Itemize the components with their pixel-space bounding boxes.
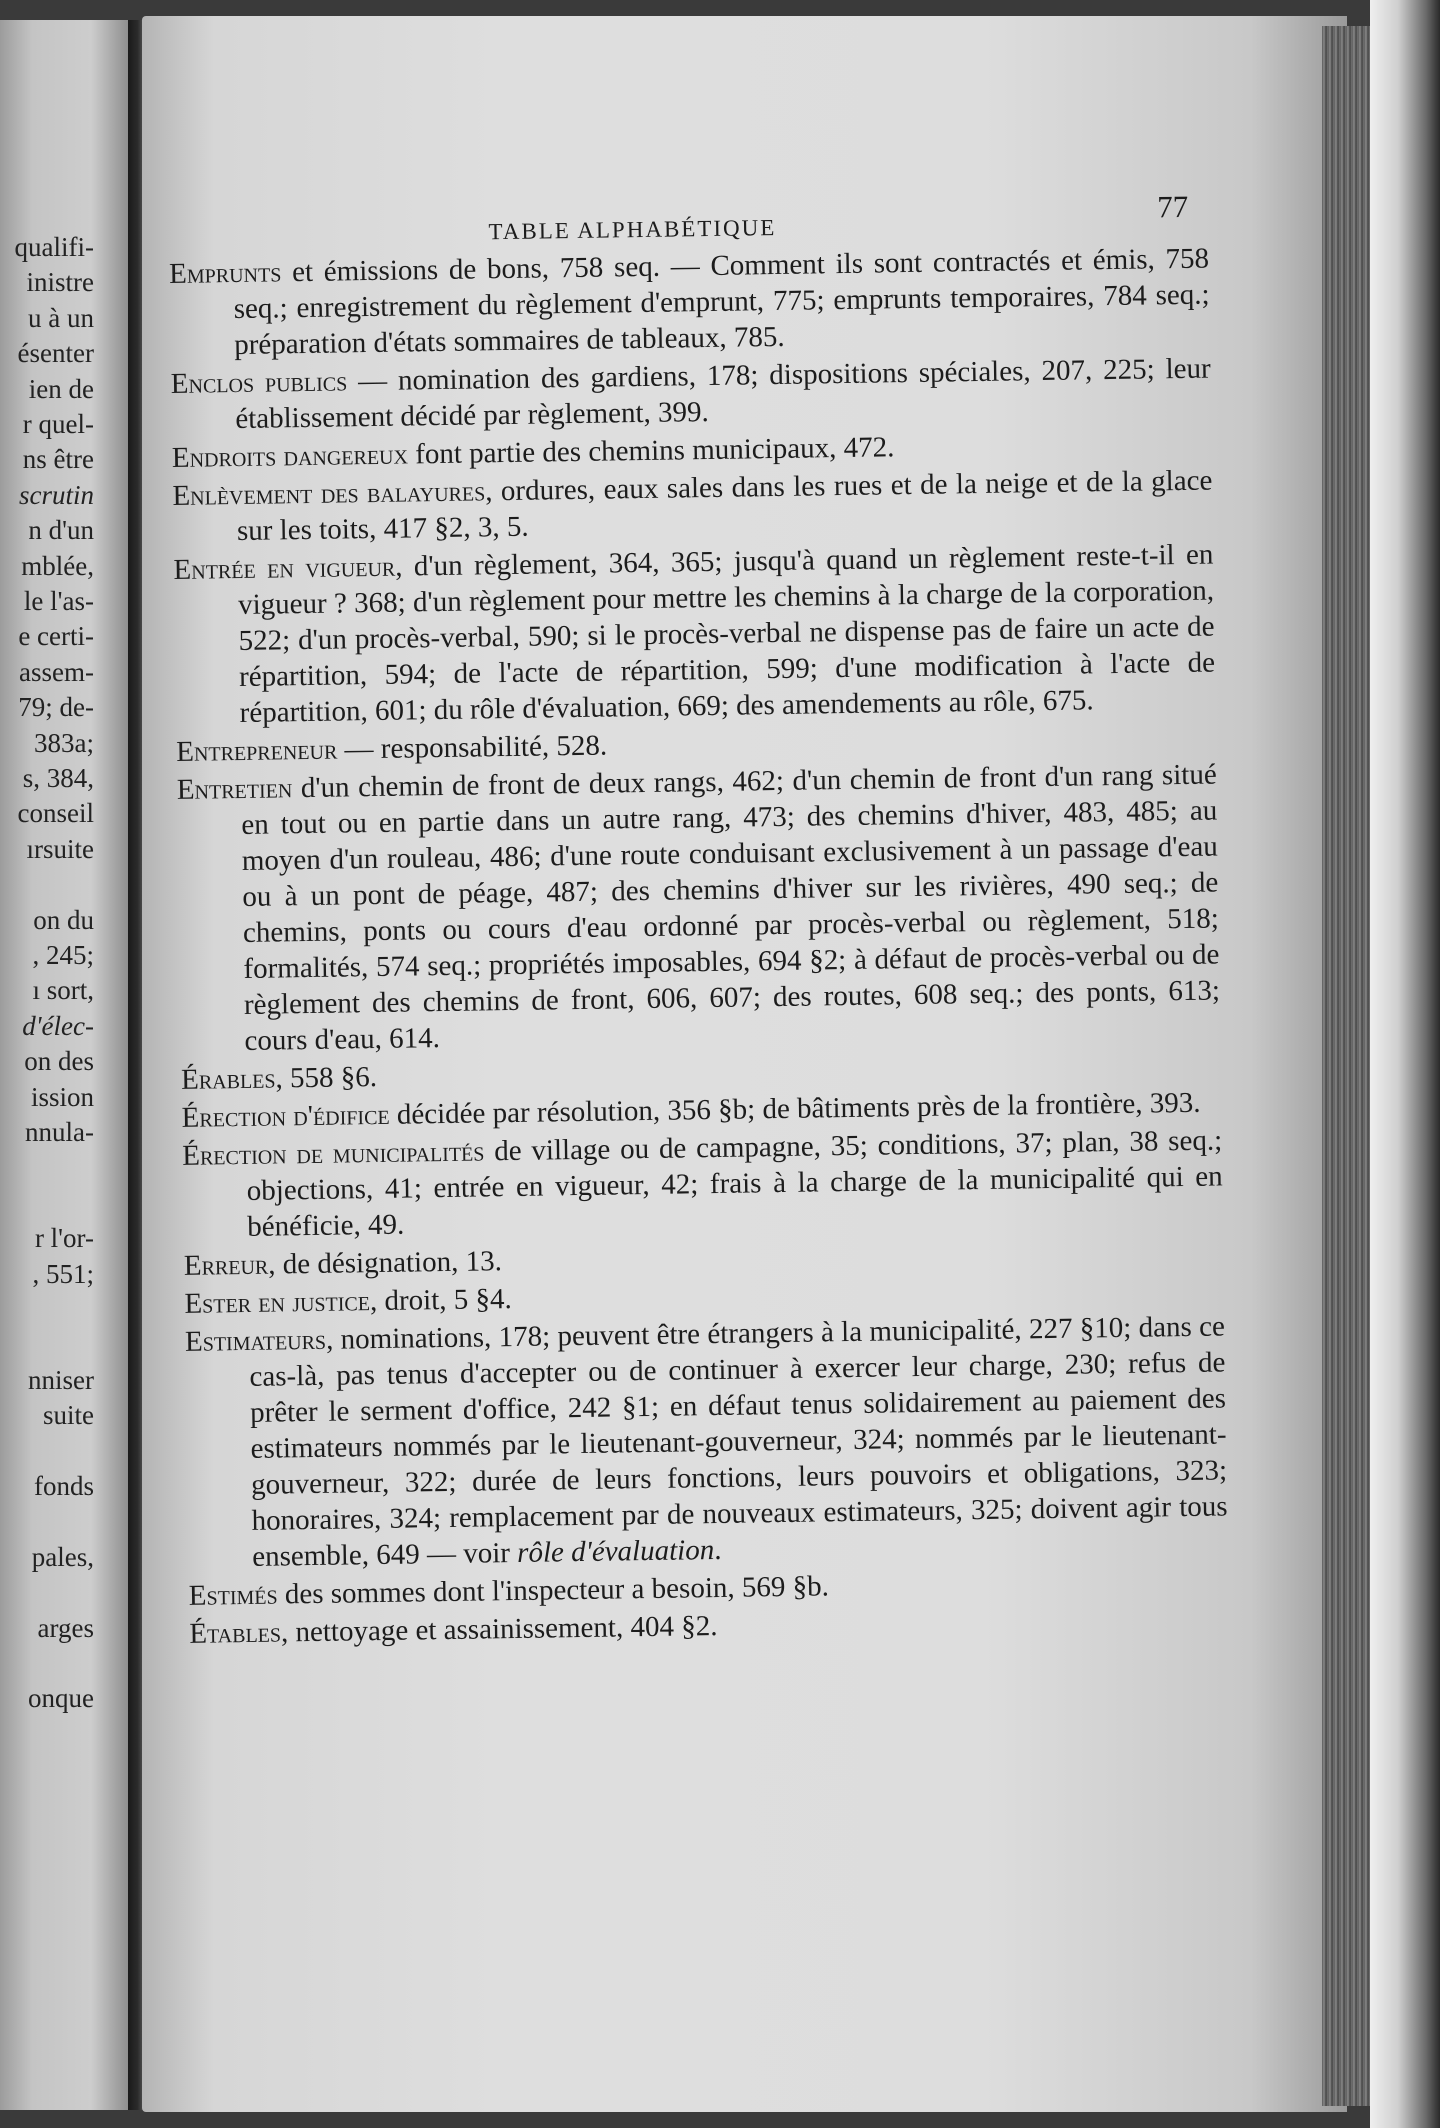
left-page-fragment: qualifi- xyxy=(14,232,94,262)
index-entry xyxy=(172,463,1213,550)
entry-body: , nominations, 178; peuvent être étrangers à la municipalité, 227 §10; dans ce cas-là, pas tenus d'accepter ou de continuer à exercer leur charge, 230; refus de prêter le serment d'office, 242 §1; en défaut tenus solidairement au paiement des estimateurs nommés par le lieutenant-gouverneur, 324; nommés par le lieutenant-gouverneur, 322; durée de leurs fonctions, leurs pouvoirs et obligations, 323; honoraires, 324; remplacement par de nouveaux estimateurs, 325; doivent agir tous ensemble, 649 — voir xyxy=(249,1310,1228,1573)
index-entry xyxy=(185,1308,1229,1575)
entry-body: de village ou de campagne, 35; conditions, 37; plan, 38 seq.; objections, 41; entrée en vigueur, 42; frais à la charge de la municipalité qui en bénéficie, 49. xyxy=(246,1124,1223,1243)
left-page-fragment: ésenter xyxy=(17,338,94,369)
left-page-fragment: ission xyxy=(30,1081,94,1112)
entry-headword: Estimés xyxy=(188,1578,278,1612)
entry-headword: Érection d'édifice xyxy=(181,1098,390,1134)
left-page-fragment: fonds xyxy=(34,1471,94,1501)
index-entry xyxy=(169,241,1210,364)
left-page-fragment: 79; de- xyxy=(18,692,94,723)
left-page-fragment: ırsuite xyxy=(26,833,94,864)
left-page-fragment: nnula- xyxy=(25,1117,94,1147)
left-page-fragment: assem- xyxy=(19,656,94,687)
entry-headword: Étables xyxy=(189,1616,282,1650)
entry-headword: Emprunts xyxy=(168,256,282,290)
entry-body: décidée par résolution, 356 §b; de bâtiments près de la frontière, 393. xyxy=(389,1086,1201,1131)
entry-body: et émissions de bons, 758 seq. — Comment ils sont contractés et émis, 758 seq.; enregistrement du règlement d'emprunt, 775; emprunts temporaires, 784 seq.; préparation d'états sommaires de tableaux, 785. xyxy=(233,242,1210,362)
left-page-fragment: arges xyxy=(37,1612,94,1643)
index-entries xyxy=(169,241,1230,1652)
left-page-fragment: onque xyxy=(28,1683,94,1714)
entry-body: — nomination des gardiens, 178; dispositions spéciales, 207, 225; leur établissement décidé par règlement, 399. xyxy=(235,352,1211,436)
entry-body: , ordures, eaux sales dans les rues et de la neige et de la glace sur les toits, 417 §2, 3, 5. xyxy=(236,464,1213,548)
index-entry xyxy=(182,1122,1223,1245)
index-text-block xyxy=(168,181,1230,1654)
left-facing-page xyxy=(0,20,130,2110)
left-page-fragment: on des xyxy=(24,1046,94,1077)
entry-headword: Estimateurs xyxy=(184,1323,327,1358)
entry-body: , 558 §6. xyxy=(275,1060,378,1095)
index-entry xyxy=(173,537,1216,732)
left-page-fragment: suite xyxy=(43,1400,94,1431)
left-page-fragment: pales, xyxy=(31,1541,94,1572)
left-page-fragment: ns être xyxy=(22,444,94,475)
entry-headword: Ester en justice xyxy=(184,1285,371,1320)
left-page-fragment: d'élec- xyxy=(22,1010,94,1041)
left-page-fragment: 383a; xyxy=(34,727,94,758)
entry-body: font partie des chemins municipaux, 472. xyxy=(407,431,895,471)
left-page-fragment: scrutin xyxy=(18,479,94,510)
left-page-fragment: r l'or- xyxy=(34,1223,94,1254)
entry-headword: Entrée en vigueur xyxy=(173,550,396,586)
entry-body: d'un chemin de front de deux rangs, 462; d'un chemin de front d'un rang situé en tout ou en partie dans un autre rang, 473; des chemins d'hiver, 483, 485; au moyen d'un rouleau, 486; d'une route conduisant exclusivement à un passage d'eau ou à un pont de péage, 487; des chemins d'hiver sur les rivières, 490 seq.; de chemins, ponts ou cours d'eau ordonné par procès-verbal ou règlement, 518; formalités, 574 seq.; propriétés imposables, 694 §2; à défaut de procès-verbal ou de règlement des chemins de front, 606, 607; des routes, 608 seq.; des ponts, 613; cours d'eau, 614. xyxy=(241,758,1221,1057)
entry-cross-reference: rôle d'évaluation xyxy=(516,1534,715,1569)
entry-body: — responsabilité, 528. xyxy=(337,729,608,766)
left-page-fragment: nniser xyxy=(28,1364,94,1395)
entry-headword: Enlèvement des balayures xyxy=(172,475,486,512)
left-page-fragment: inistre xyxy=(26,267,94,298)
left-page-fragment: , 551; xyxy=(32,1258,94,1289)
running-head: TABLE ALPHABÉTIQUE xyxy=(488,214,777,245)
left-page-fragment: ı sort, xyxy=(32,975,94,1006)
entry-headword: Endroits dangereux xyxy=(171,438,409,474)
left-page-fragment: e certi- xyxy=(18,621,94,652)
entry-headword: Erreur xyxy=(183,1248,269,1282)
entry-headword: Érables xyxy=(180,1062,276,1096)
entry-body: , nettoyage et assainissement, 404 §2. xyxy=(280,1610,718,1649)
entry-headword: Entretien xyxy=(176,772,293,806)
entry-body: des sommes dont l'inspecteur a besoin, 569 §b. xyxy=(277,1570,830,1611)
left-page-fragment: mblée, xyxy=(21,550,94,581)
left-page-fragment: , 245; xyxy=(32,940,94,970)
index-entry xyxy=(171,351,1212,438)
left-page-fragment: s, 384, xyxy=(22,763,94,793)
left-page-fragment: n d'un xyxy=(28,515,94,546)
entry-headword: Enclos publics xyxy=(170,365,348,400)
entry-headword: Entrepreneur xyxy=(176,733,338,768)
left-page-fragment: u à un xyxy=(28,302,94,333)
entry-body: , de désignation, 13. xyxy=(268,1245,503,1281)
left-page-fragment: le l'as- xyxy=(23,586,94,616)
entry-body: , droit, 5 §4. xyxy=(369,1283,512,1318)
index-entry xyxy=(177,757,1221,1060)
entry-body: , d'un règlement, 364, 365; jusqu'à quand un règlement reste-t-il en vigueur ? 368; d'un règlement pour mettre les chemins à la charge de la corporation, 522; d'un procès-verbal, 590; si le procès-verbal ne dispense pas de faire un acte de répartition, 594; de l'acte de répartition, 599; d'une modification à l'acte de répartition, 601; du rôle d'évaluation, 669; des amendements au rôle, 675. xyxy=(237,538,1216,729)
left-page-fragment: ien de xyxy=(28,373,94,404)
left-page-fragment: conseil xyxy=(17,798,94,829)
entry-headword: Érection de municipalités xyxy=(182,1135,485,1172)
page-number: 77 xyxy=(1157,188,1189,225)
left-page-fragment: on du xyxy=(33,904,94,935)
book-cover-edge xyxy=(1370,0,1440,2128)
left-page-fragment: r quel- xyxy=(22,409,94,439)
entry-tail: . xyxy=(713,1533,722,1567)
